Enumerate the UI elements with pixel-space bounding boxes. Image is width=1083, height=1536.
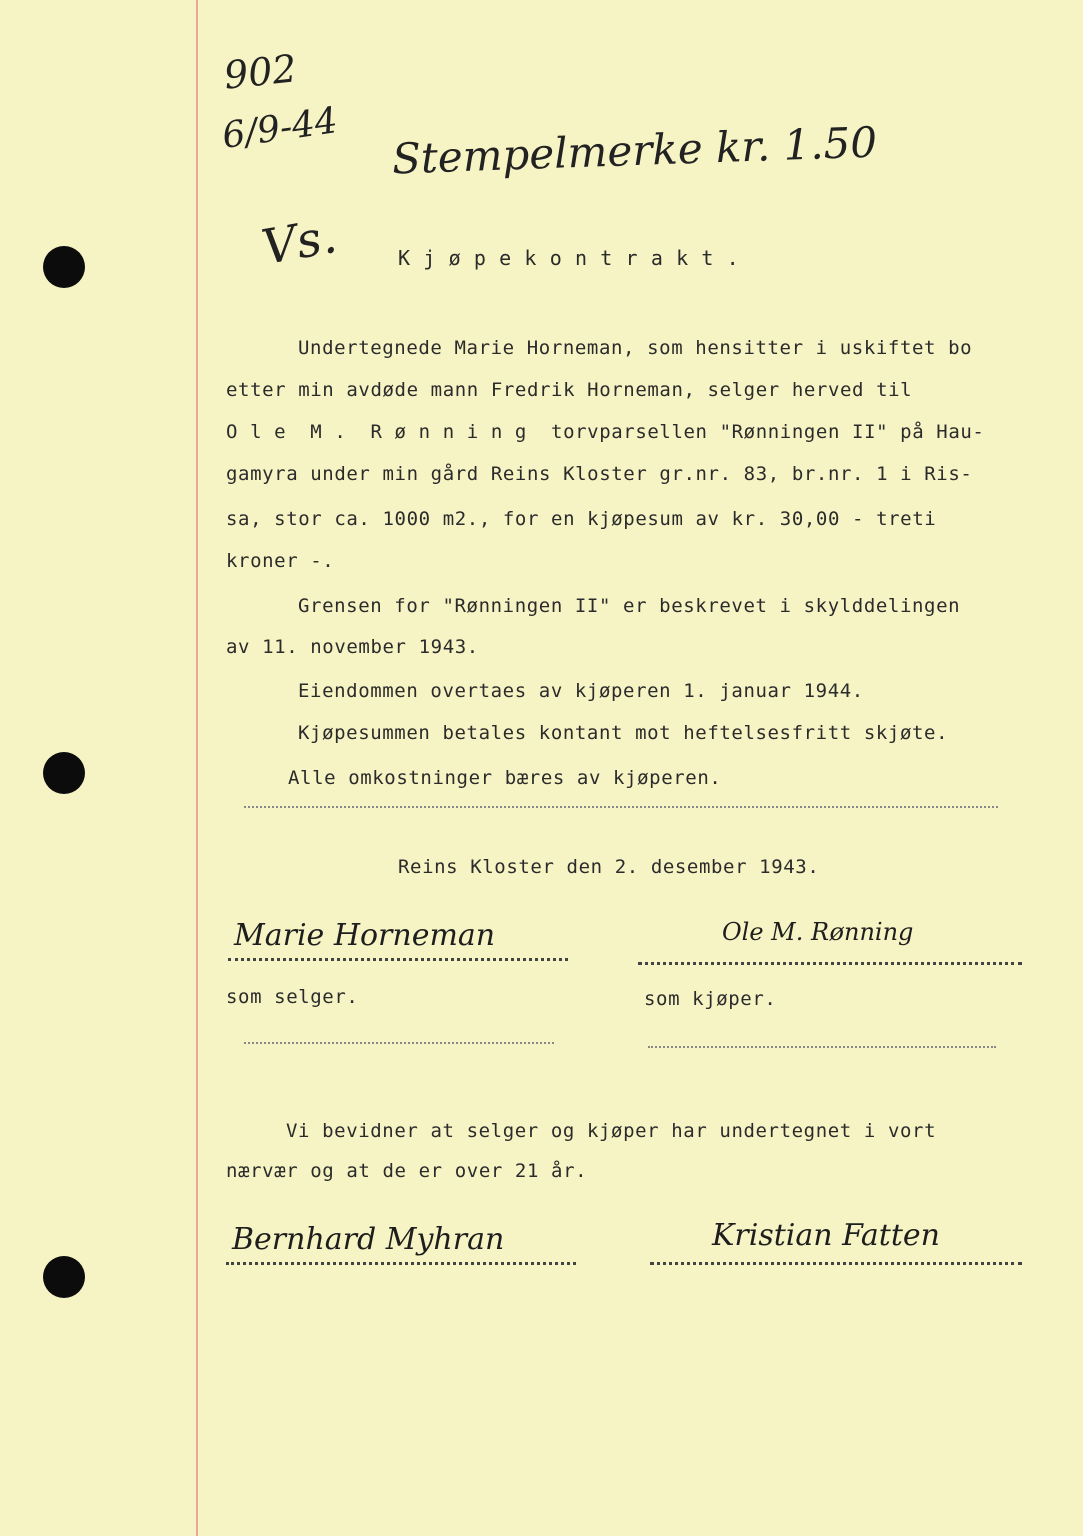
margin-line [196,0,198,1536]
witness2-signature-line [650,1262,1022,1265]
body-line-11: Alle omkostninger bæres av kjøperen. [288,767,722,789]
seller-signature: Marie Horneman [234,918,496,953]
body-line-8: av 11. november 1943. [226,636,479,658]
body-line-3: O l e M . R ø n n i n g torvparsellen "Rønningen II" på Hau- [226,421,985,443]
body-line-7: Grensen for "Rønningen II" er beskrevet i skylddelingen [298,595,961,617]
body-line-4: gamyra under min gård Reins Kloster gr.nr. 83, br.nr. 1 i Ris- [226,463,973,485]
seller-signature-line [228,958,568,961]
place-date: Reins Kloster den 2. desember 1943. [398,856,820,878]
witness-line-2: nærvær og at de er over 21 år. [226,1160,588,1182]
body-line-9: Eiendommen overtaes av kjøperen 1. januar 1944. [298,680,864,702]
body-line-5: sa, stor ca. 1000 m2., for en kjøpesum av kr. 30,00 - treti [226,508,937,530]
witness1-signature: Bernhard Myhran [232,1222,505,1257]
witness-line-1: Vi bevidner at selger og kjøper har undertegnet i vort [286,1120,937,1142]
punch-hole-bottom [43,1256,85,1298]
annotation-initial: Vs. [257,207,341,277]
buyer-secondary-line [648,1046,996,1048]
annotation-stamp: Stempelmerke kr. 1.50 [391,117,878,184]
buyer-label: som kjøper. [644,988,777,1010]
seller-secondary-line [244,1042,554,1044]
document-title: K j ø p e k o n t r a k t . [398,246,740,270]
annotation-number: 902 [221,46,299,98]
witness2-signature: Kristian Fatten [712,1218,940,1253]
punch-hole-top [43,246,85,288]
buyer-signature: Ole M. Rønning [722,918,914,946]
body-line-10: Kjøpesummen betales kontant mot heftelsesfritt skjøte. [298,722,949,744]
seller-label: som selger. [226,986,359,1008]
buyer-signature-line [638,962,1022,965]
separator-dots [244,806,998,808]
annotation-date: 6/9-44 [219,100,341,157]
body-line-6: kroner -. [226,550,335,572]
witness1-signature-line [226,1262,576,1265]
body-line-1: Undertegnede Marie Horneman, som hensitter i uskiftet bo [298,337,973,359]
punch-hole-middle [43,752,85,794]
body-line-2: etter min avdøde mann Fredrik Horneman, selger herved til [226,379,913,401]
